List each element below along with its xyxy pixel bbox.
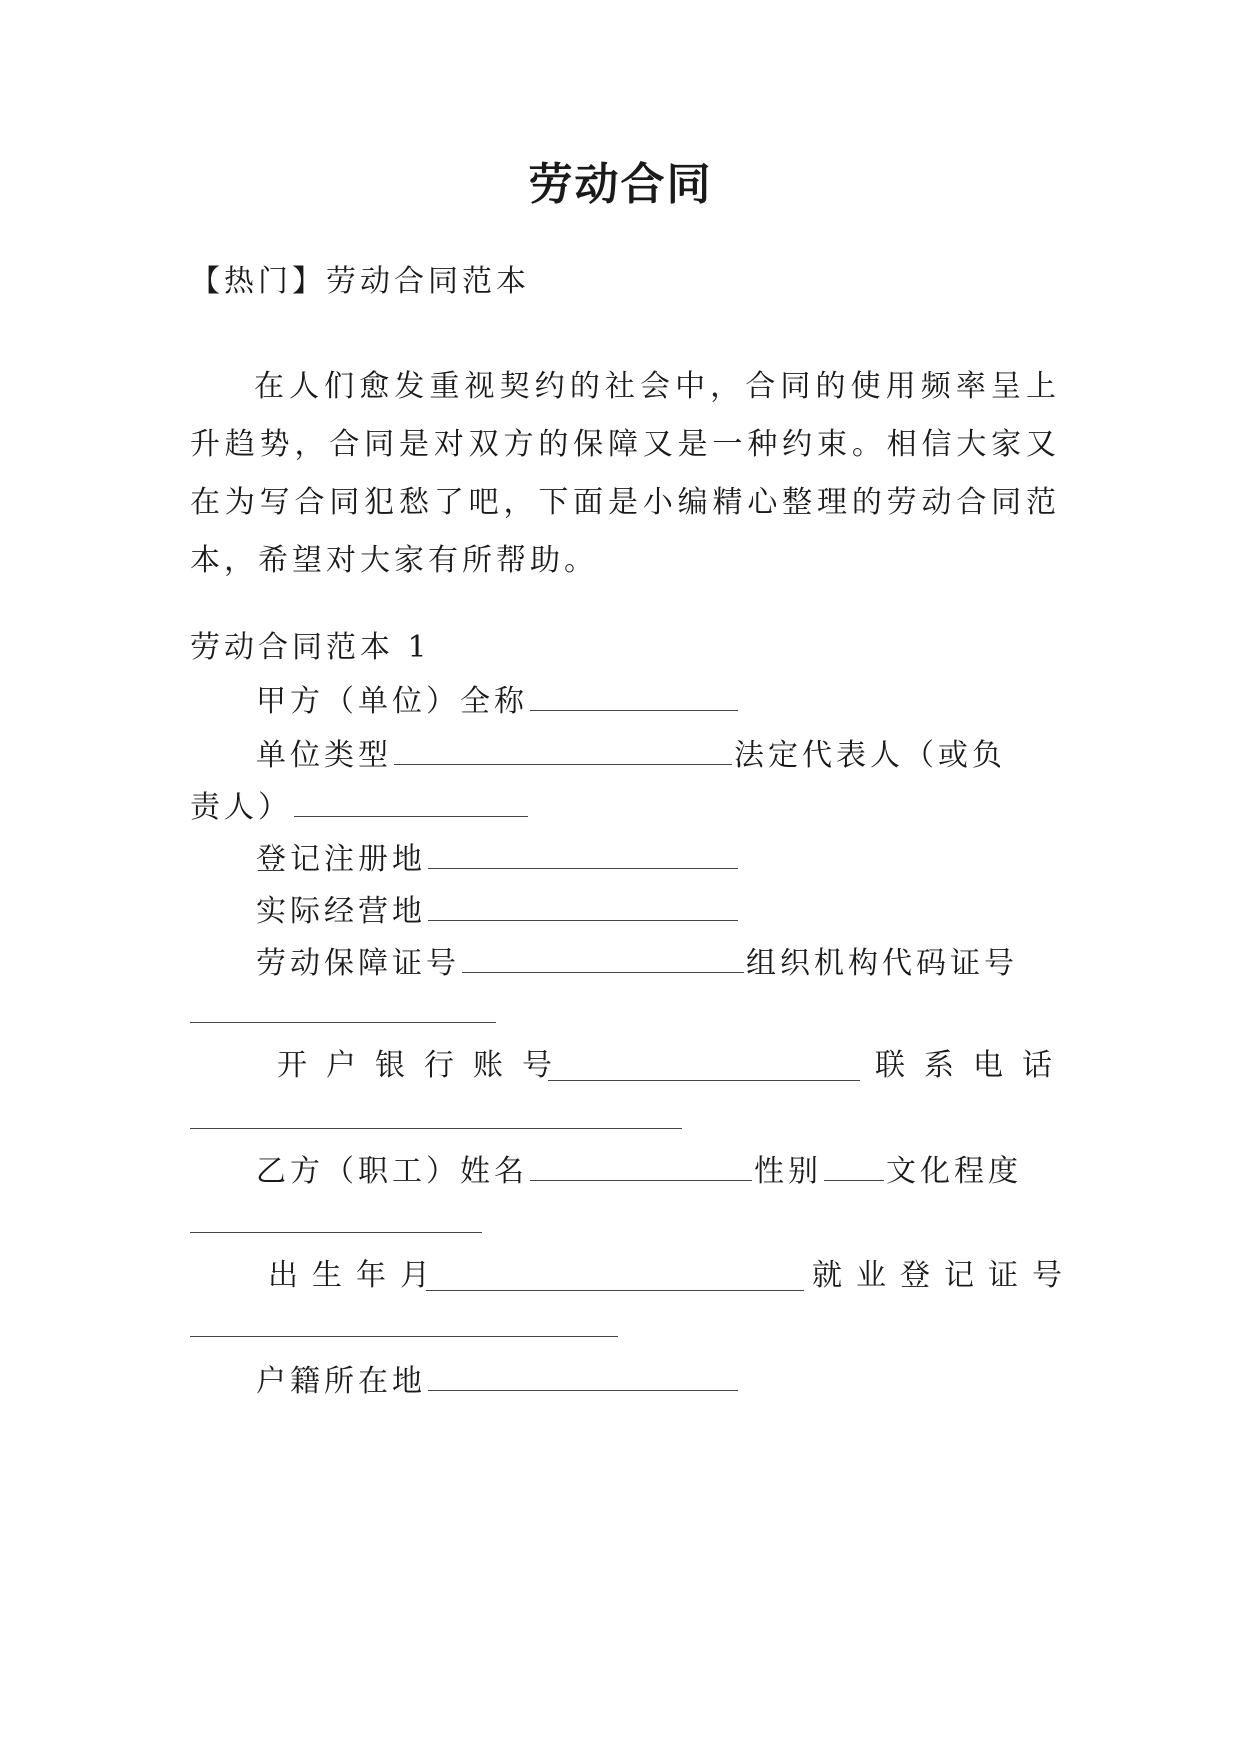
intro-paragraph: 在人们愈发重视契约的社会中，合同的使用频率呈上升趋势，合同是对双方的保障又是一种约束。相信大家又在为写合同犯愁了吧，下面是小编精心整理的劳动合同范本，希望对大家有所帮助。: [190, 369, 1060, 578]
field-reg-place: [256, 838, 740, 880]
field-label: 劳动保障证号: [256, 946, 460, 981]
field-label: 实际经营地: [256, 894, 426, 929]
blank-line[interactable]: [428, 1360, 738, 1391]
field-op-place: [256, 890, 740, 932]
field-label: 法定代表人（或负: [734, 738, 1006, 773]
field-label: 乙方（职工）姓名: [256, 1154, 528, 1189]
blank-line[interactable]: [824, 1150, 884, 1181]
field-legal-rep-cont: [190, 786, 530, 828]
blank-line[interactable]: [530, 1150, 752, 1181]
field-labor-cert: [256, 942, 1018, 984]
field-label: 责人）: [190, 790, 292, 825]
blank-line[interactable]: [190, 1128, 682, 1129]
field-label: 户籍所在地: [256, 1364, 426, 1399]
blank-line[interactable]: [394, 734, 732, 765]
blank-line[interactable]: [428, 890, 738, 921]
field-label: 单位类型: [256, 738, 392, 773]
section-heading: 劳动合同范本 1: [190, 630, 431, 665]
field-unit-type: [256, 734, 1006, 776]
blank-line[interactable]: [190, 1022, 496, 1023]
field-party-b-name: [256, 1150, 1022, 1192]
field-party-a-name: [256, 680, 740, 722]
field-label: 性别: [754, 1154, 822, 1189]
blank-line[interactable]: [548, 1080, 860, 1081]
field-label: 组织机构代码证号: [746, 946, 1018, 981]
field-label: 登记注册地: [256, 842, 426, 877]
document-title: 劳动合同: [528, 159, 713, 210]
blank-line[interactable]: [190, 1232, 482, 1233]
blank-line[interactable]: [462, 942, 744, 973]
field-label: 联系电话: [875, 1048, 1071, 1083]
field-label: 出生年月: [268, 1258, 444, 1293]
field-label: 甲方（单位）全称: [256, 684, 528, 719]
blank-line[interactable]: [530, 680, 738, 711]
blank-line[interactable]: [428, 838, 738, 869]
field-label: 开户银行账号: [277, 1048, 571, 1083]
blank-line[interactable]: [190, 1336, 618, 1337]
field-label: 就业登记证号: [812, 1258, 1076, 1293]
field-label: 文化程度: [886, 1154, 1022, 1189]
blank-line[interactable]: [426, 1290, 804, 1291]
field-household: [256, 1360, 740, 1402]
document-subtitle: 【热门】劳动合同范本: [190, 264, 530, 299]
blank-line[interactable]: [294, 786, 528, 817]
